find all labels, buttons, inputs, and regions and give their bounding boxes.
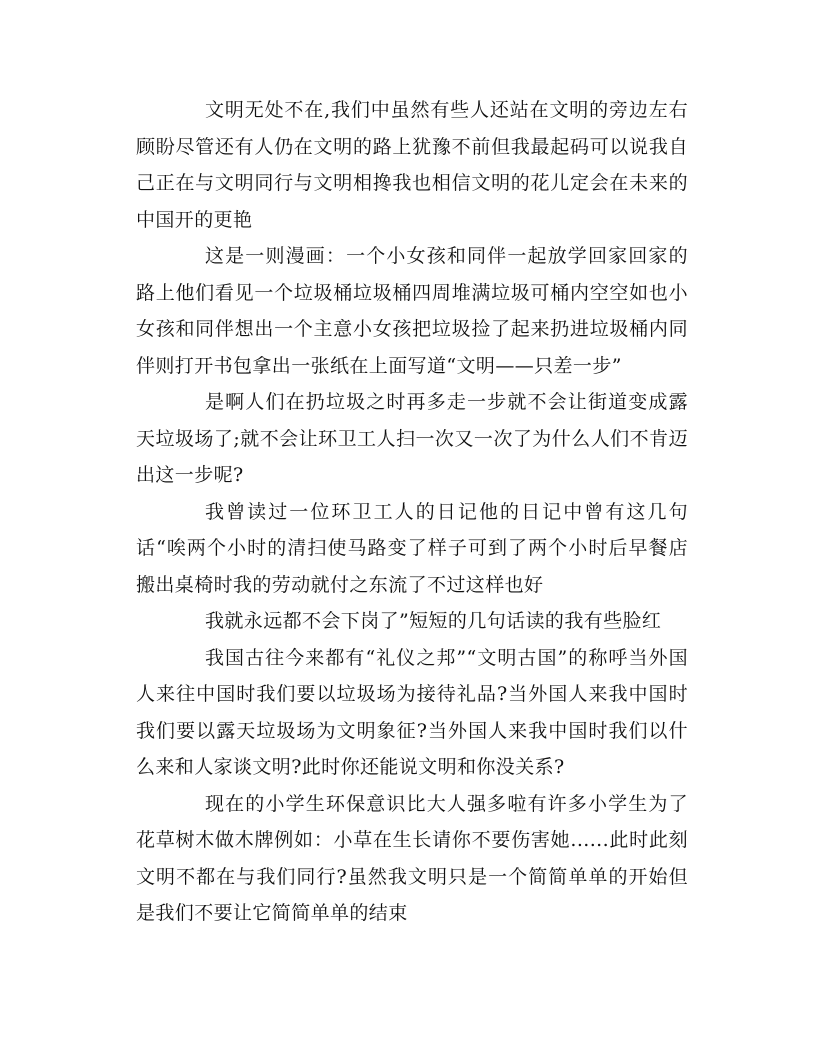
paragraph: 文明无处不在,我们中虽然有些人还站在文明的旁边左右顾盼尽管还有人仍在文明的路上犹豫不前但我最起码可以说我自己正在与文明同行与文明相搀我也相信文明的花儿定会在未来的中国开的更艳 — [136, 99, 688, 231]
paragraph: 是啊人们在扔垃圾之时再多走一步就不会让街道变成露天垃圾场了;就不会让环卫工人扫一次又一次了为什么人们不肯迈出这一步呢? — [136, 391, 688, 486]
document-body — [136, 92, 688, 932]
paragraph: 这是一则漫画：一个小女孩和同伴一起放学回家回家的路上他们看见一个垃圾桶垃圾桶四周堆满垃圾可桶内空空如也小女孩和同伴想出一个主意小女孩把垃圾捡了起来扔进垃圾桶内同伴则打开书包拿出一张纸在上面写道“文明——只差一步” — [136, 245, 688, 377]
paragraph: 我曾读过一位环卫工人的日记他的日记中曾有这几句话“唉两个小时的清扫使马路变了样子可到了两个小时后早餐店搬出桌椅时我的劳动就付之东流了不过这样也好 — [136, 500, 688, 596]
paragraph: 现在的小学生环保意识比大人强多啦有许多小学生为了花草树木做木牌例如：小草在生长请你不要伤害她......此时此刻文明不都在与我们同行?虽然我文明只是一个简简单单的开始但是我们不要让它简简单单的结束 — [136, 792, 688, 924]
paragraph: 我就永远都不会下岗了”短短的几句话读的我有些脸红 — [205, 610, 662, 632]
paragraph: 我国古往今来都有“礼仪之邦”“文明古国”的称呼当外国人来往中国时我们要以垃圾场为接待礼品?当外国人来我中国时我们要以露天垃圾场为文明象征?当外国人来我中国时我们以什么来和人家谈文明?此时你还能说文明和你没关系? — [136, 646, 688, 778]
